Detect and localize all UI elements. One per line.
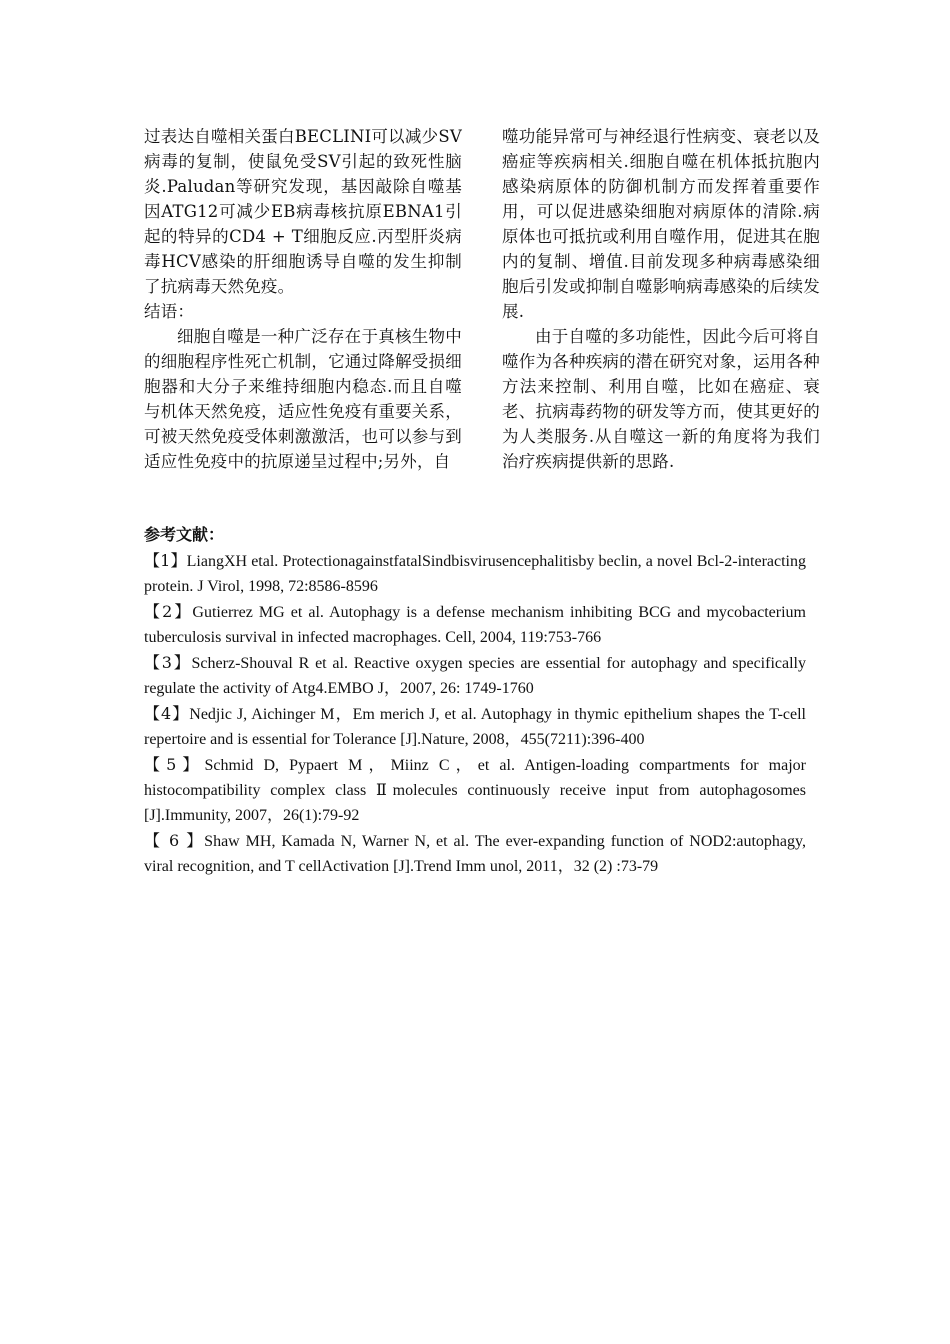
reference-number: 【1】 xyxy=(144,551,187,570)
reference-text: Scherz-Shouval R et al. Reactive oxygen species are essential for autophagy and specifically regulate the activity of Atg4.EMBO J，2007, 26: 1749-1760 xyxy=(144,655,806,697)
right-paragraph-2: 由于自噬的多功能性，因此今后可将自噬作为各种疾病的潜在研究对象，运用各种方法来控制、利用自噬，比如在癌症、衰老、抗病毒药物的研发等方而，使其更好的为人类服务.从自噬这一新的角度将为我们治疗疾病提供新的思路. xyxy=(502,327,820,471)
left-paragraph-1: 过表达自噬相关蛋白BECLINI可以减少SV病毒的复制，使鼠免受SV引起的致死性脑炎.Paludan等研究发现，基因敲除自噬基因ATG12可减少EB病毒核抗原EBNA1引起的特异的CD4 + T细胞反应.丙型肝炎病毒HCV感染的肝细胞诱导自噬的发生抑制了抗病毒天然免疫。 xyxy=(144,127,462,296)
reference-number: 【 6 】 xyxy=(144,831,205,850)
references-section xyxy=(144,522,806,879)
reference-item xyxy=(144,701,806,752)
reference-item xyxy=(144,828,806,879)
two-column-body xyxy=(144,124,820,524)
reference-text: LiangXH etal. ProtectionagainstfatalSindbisvirusencephalitisby beclin, a novel Bcl-2-interacting protein. J Virol, 1998, 72:8586-8596 xyxy=(144,553,806,595)
reference-item xyxy=(144,752,806,828)
reference-text: Nedjic J, Aichinger M，Em merich J, et al. Autophagy in thymic epithelium shapes the T-cell repertoire and is essential for Tolerance [J].Nature, 2008，455(7211):396-400 xyxy=(144,706,807,748)
left-paragraph-2: 细胞自噬是一种广泛存在于真核生物中的细胞程序性死亡机制，它通过降解受损细胞器和大分子来维持细胞内稳态.而且自噬与机体天然免疫，适应性免疫有重要关系，可被天然免疫受体刺激激活，也可以参与到适应性免疫中的抗原递呈过程中;另外，自 xyxy=(144,327,462,471)
left-column xyxy=(144,124,462,524)
reference-number: 【3】 xyxy=(144,653,192,672)
conclusion-heading: 结语： xyxy=(144,302,195,321)
reference-number: 【4】 xyxy=(144,704,190,723)
reference-text: Gutierrez MG et al. Autophagy is a defense mechanism inhibiting BCG and mycobacterium tuberculosis survival in infected macrophages. Cell, 2004, 119:753-766 xyxy=(144,604,806,646)
right-paragraph-1: 噬功能异常可与神经退行性病变、衰老以及癌症等疾病相关.细胞自噬在机体抵抗胞内感染病原体的防御机制方而发挥着重要作用，可以促进感染细胞对病原体的清除.病原体也可抵抗或利用自噬作用，促进其在胞内的复制、增值.目前发现多种病毒感染细胞后引发或抑制自噬影响病毒感染的后续发展. xyxy=(502,127,820,321)
reference-number: 【5】 xyxy=(144,755,205,774)
right-column xyxy=(502,124,820,524)
references-title: 参考文献： xyxy=(144,525,225,544)
reference-text: Shaw MH, Kamada N, Warner N, et al. The ever-expanding function of NOD2:autophagy, viral recognition, and T cellActivation [J].Trend Imm unol, 2011，32 (2) :73-79 xyxy=(144,833,806,875)
reference-item xyxy=(144,650,806,701)
reference-item xyxy=(144,599,806,650)
reference-number: 【2】 xyxy=(144,602,193,621)
reference-text: Schmid D, Pypaert M，Miinz C，et al. Antigen-loading compartments for major histocompatibility complex class Ⅱmolecules continuously receive input from autophagosomes [J].Immunity, 2007，26(1):79-92 xyxy=(144,757,806,824)
reference-item xyxy=(144,548,806,599)
